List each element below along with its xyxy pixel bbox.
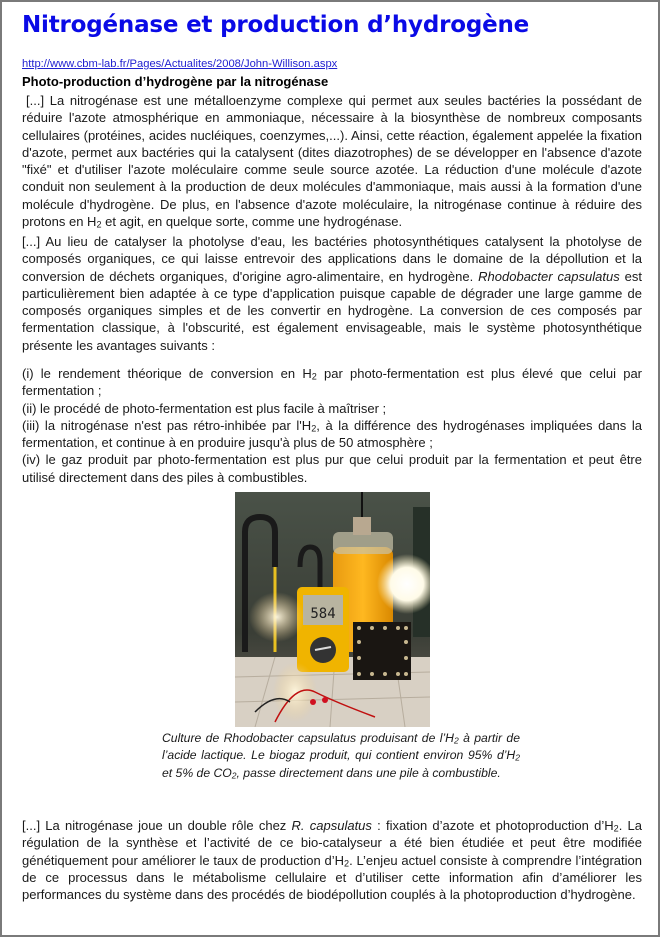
caption-text: à partir de l’acide lactique. Le biogaz produit, qui contient environ 95% d’H [162,731,520,763]
subscript: 2 [231,770,237,781]
section-subtitle: Photo-production d’hydrogène par la nitrogénase [22,74,329,89]
caption-text: Culture de Rhodobacter capsulatus produisant de l’H [162,731,454,745]
h2-formula: H [87,214,97,230]
lab-photo [235,492,430,727]
list-text: par photo-fermentation est plus élevé que celui par fermentation ; [22,366,643,399]
paragraph-text: : fixation d’azote et photoproduction d’H [371,818,614,833]
paragraph-photolysis [22,233,642,354]
source-link[interactable]: http://www.cbm-lab.fr/Pages/Actualites/2008/John-Willison.aspx [22,58,338,70]
subscript: 2 [515,752,520,763]
paragraph-text: et agit, en quelque sorte, comme une hydrogénase. [101,214,403,230]
paragraph-text: est particulièrement bien adaptée à ce type d'application puisque capable de dégrader une large gamme de composés organiques simples et de les convertir en hydrogène. La conversion de ces composés par fermentation classique, à l'obscurité, est également envisageable, mais le système photosynthétique présente les avantages suivants : [22,268,642,353]
paragraph-text: . L’enjeu actuel consiste à comprendre l’intégration de ce processus dans le métabolisme cellulaire et d’utiliser cette information afin d’améliorer les performances du système dans des procédés de biodépollution couplés à la photoproduction d’hydrogène. [22,852,642,903]
subscript: 2 [453,735,459,746]
list-text: (iv) le gaz produit par photo-fermentation est plus pur que celui produit par la fermentation et peut être utilisé directement dans des piles à combustibles. [22,452,642,485]
subscript: 2 [96,219,102,230]
list-item [22,417,642,452]
subscript: 2 [344,857,350,868]
list-text: , à la différence des hydrogénases impliquées dans la fermentation, et continue à en produire jusqu'à plus de 50 atmosphère ; [22,417,642,451]
subscript: 2 [311,371,317,382]
paragraph-text: [...] Au lieu de catalyser la photolyse d'eau, les bactéries photosynthétiques catalysent la photolyse de composés organiques, ce qui laisse entrevoir des applications dans le domaine de la dépollution et la conversion de déchets organiques, d'origine agro-alimentaire, en hydrogène. [22,234,642,284]
list-text: (i) le rendement théorique de conversion en H [22,366,312,381]
paragraph-nitrogenase-intro [22,92,642,230]
caption-text: , passe directement dans une pile à combustible. [236,765,501,780]
subscript: 2 [613,823,619,834]
paragraph-text: [...] La nitrogénase est une métalloenzyme complexe qui permet aux seules bactéries la possédant de réduire l'azote atmosphérique en ammoniaque, nécessaire à la biosynthèse de nombreux composants cellulaires (protéines, acides nucléiques, coenzymes,...). Ainsi, cette réaction, également appelée la fixation d'azote, permet aux bactéries qui la catalysent (dites diazotrophes) de se développer en l'absence d'azote "fixé" et d'utiliser l'azote moléculaire comme seule source azotée. La réduction d'une molécule d'azote conduit non seulement à la production de deux molécules d'ammoniaque, mais aussi à la formation d'une molécule d'hydrogène. De plus, en l'absence d'azote moléculaire, la nitrogénase continue à réduire des protons en [22,93,642,230]
species-name: R. capsulatus [291,818,372,833]
species-name: Rhodobacter capsulatus [478,268,620,284]
paragraph-text: [...] La nitrogénase joue un double rôle chez [22,818,292,833]
list-text: (ii) le procédé de photo-fermentation est plus facile à maîtriser ; [22,400,387,416]
list-item [22,400,642,417]
multimeter-reading: 584 [310,606,336,622]
paragraph-text: . La régulation de la synthèse et l’activité de ce bio-catalyseur a été bien étudiée et peut être modifiée génétiquement pour améliorer le taux de production d’H [22,818,642,868]
caption-text: et 5% de CO [162,765,232,780]
lab-photo-illustration [235,492,430,727]
document-title: Nitrogénase et production d’hydrogène [22,12,530,38]
subscript: 2 [311,423,317,434]
advantages-list [22,365,642,486]
list-text: (iii) la nitrogénase n'est pas rétro-inhibée par l'H [22,417,312,433]
list-item [22,451,642,486]
photo-caption [162,730,520,782]
list-item [22,365,642,400]
paragraph-double-role [22,817,642,903]
